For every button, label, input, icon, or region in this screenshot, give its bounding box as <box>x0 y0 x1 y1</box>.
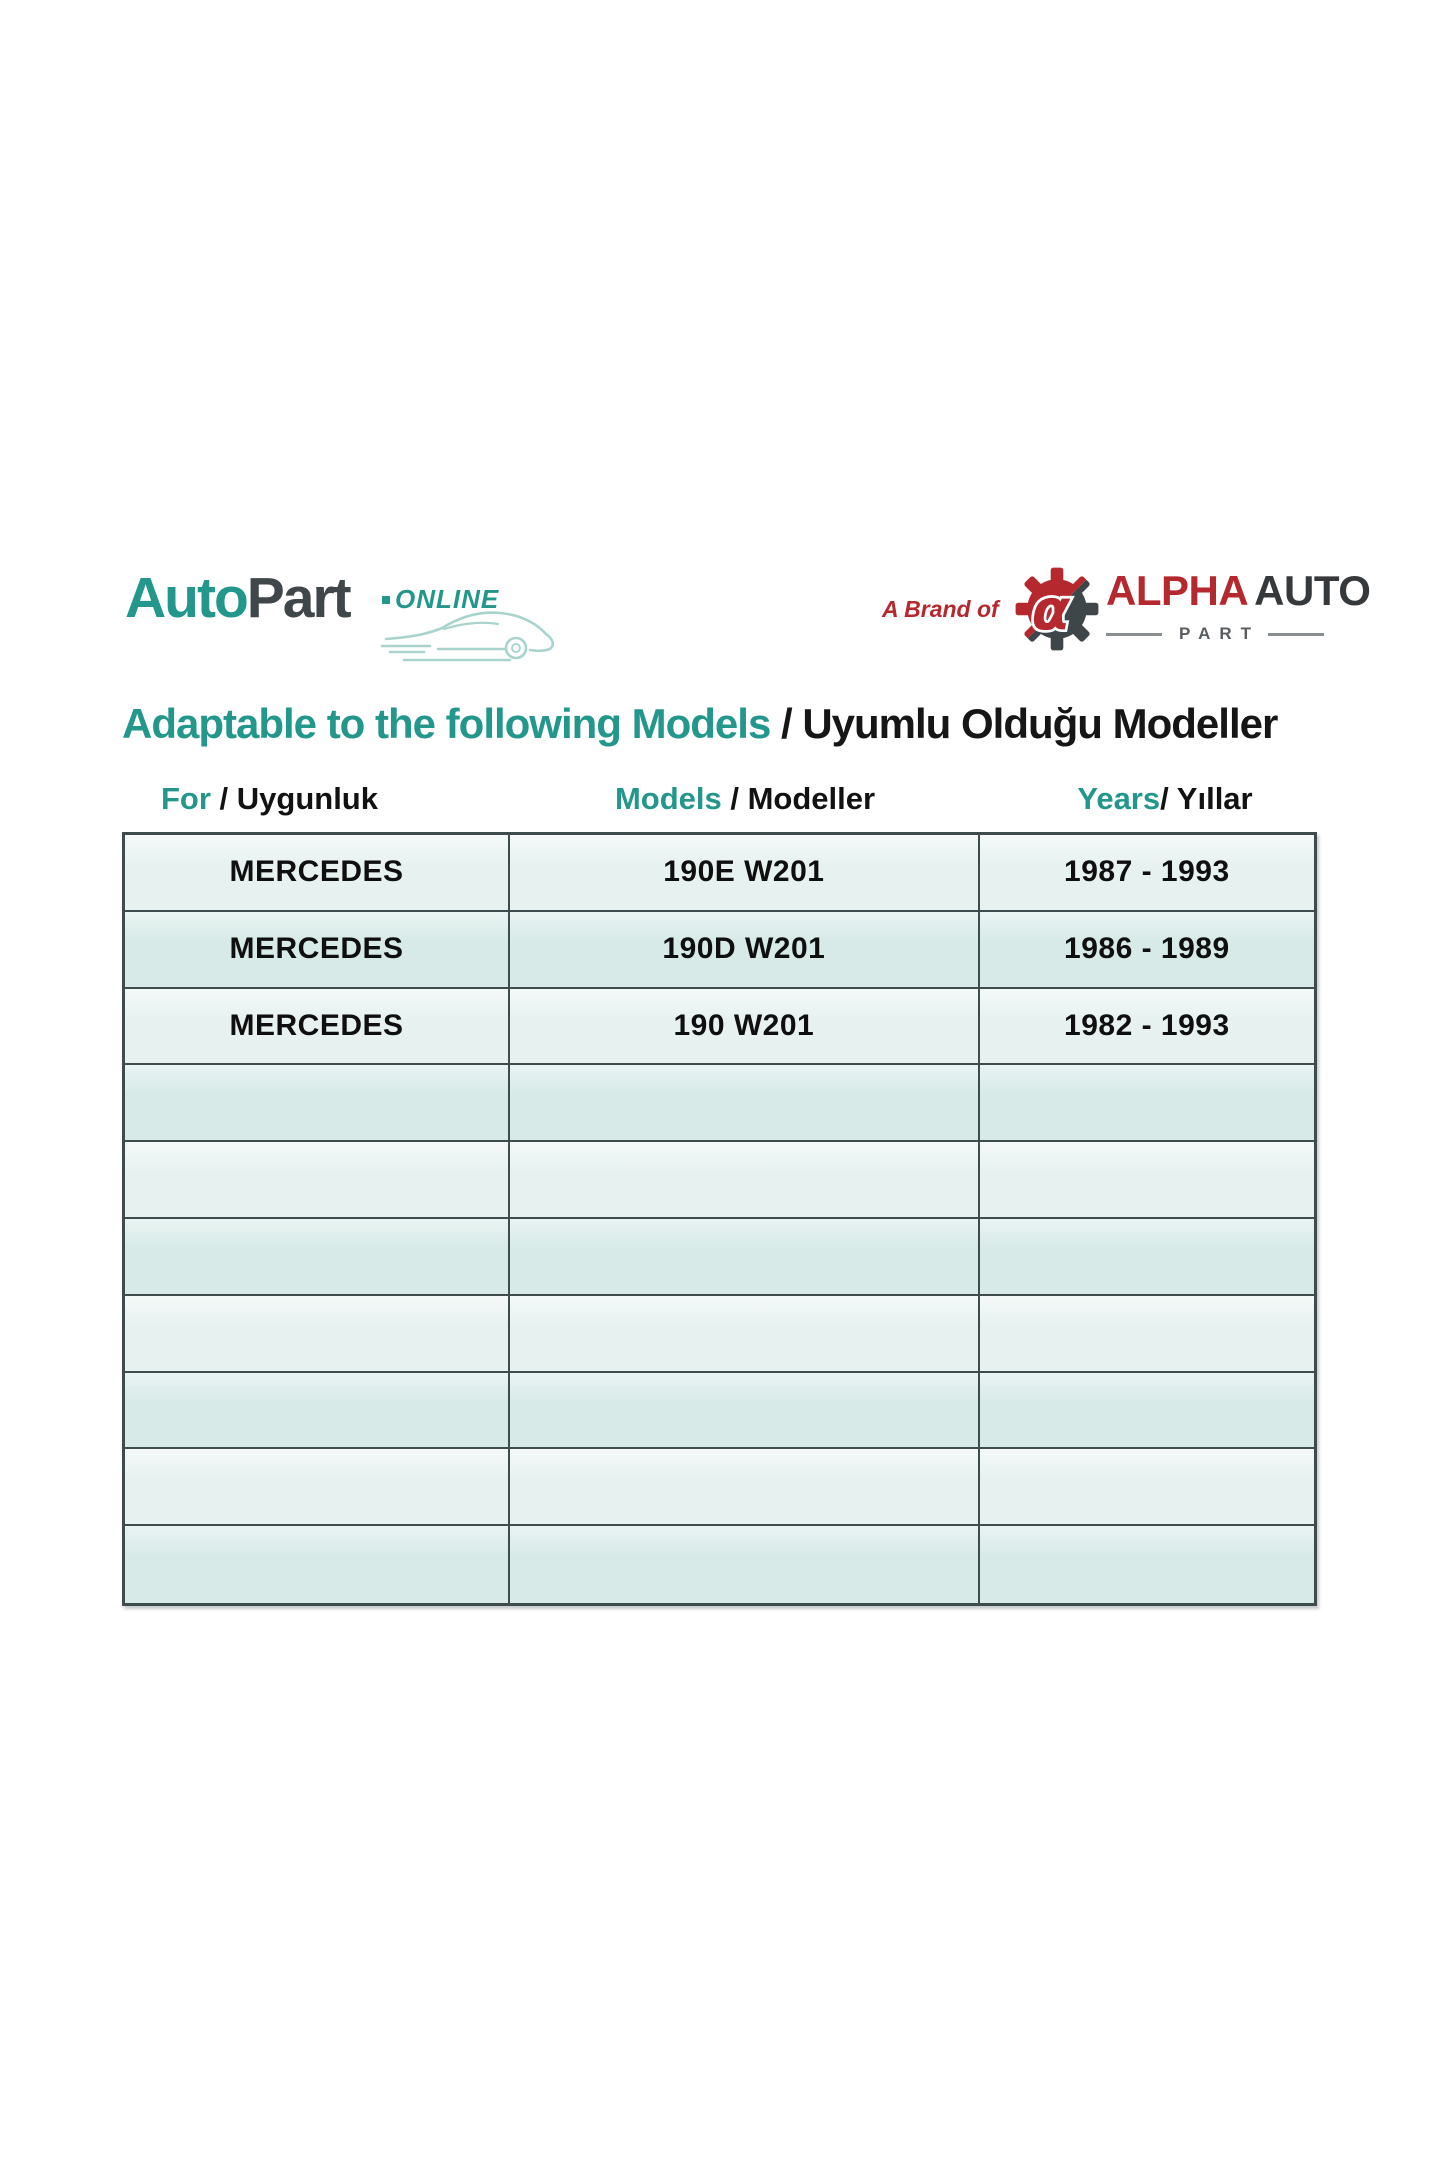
autopart-logo <box>125 560 585 665</box>
autopart-word-accent: Auto <box>125 566 247 630</box>
column-header-for-rest: / Uygunluk <box>210 781 378 816</box>
table-cell-model <box>510 1296 980 1373</box>
column-header-for-accent: For <box>160 781 211 816</box>
table-cell-years: 1986 - 1989 <box>980 912 1314 989</box>
page-title-tr: / Uyumlu Olduğu Modeller <box>770 700 1278 747</box>
car-outline-icon <box>380 604 565 664</box>
column-header-models-accent: Models <box>614 781 722 816</box>
table-cell-model <box>510 1219 980 1296</box>
alpha-part-subtitle <box>1106 624 1324 644</box>
autopart-word-main: Part <box>246 566 350 630</box>
column-header-for <box>76 774 463 824</box>
table-cell-years <box>980 1296 1314 1373</box>
page-title-en: Adaptable to the following Models <box>122 700 771 747</box>
table-cell-for <box>125 1296 510 1373</box>
autopart-wordmark <box>125 566 350 630</box>
table-cell-model: 190E W201 <box>510 835 980 912</box>
fitment-table <box>122 832 1317 1606</box>
alpha-wordmark <box>1106 567 1371 614</box>
table-cell-years <box>980 1449 1314 1526</box>
table-cell-model <box>510 1449 980 1526</box>
table-cell-model <box>510 1526 980 1603</box>
square-dot-icon <box>382 596 390 604</box>
table-cell-years <box>980 1142 1314 1219</box>
page-title <box>122 700 1277 748</box>
table-cell-model: 190D W201 <box>510 912 980 989</box>
table-cell-for: MERCEDES <box>125 912 510 989</box>
alpha-word-accent: ALPHA <box>1106 567 1249 614</box>
table-cell-model <box>510 1065 980 1142</box>
alpha-auto-logo <box>880 560 1371 665</box>
table-cell-for <box>125 1065 510 1142</box>
table-cell-years <box>980 1526 1314 1603</box>
svg-text:α: α <box>1031 577 1071 643</box>
divider-line <box>1106 633 1162 636</box>
column-header-years-rest: / Yıllar <box>1160 781 1253 816</box>
table-cell-model <box>510 1142 980 1219</box>
table-cell-model <box>510 1373 980 1450</box>
table-cell-model: 190 W201 <box>510 989 980 1066</box>
table-cell-for: MERCEDES <box>125 989 510 1066</box>
table-cell-for <box>125 1449 510 1526</box>
column-header-years-accent: Years <box>1077 781 1161 816</box>
table-cell-years <box>980 1219 1314 1296</box>
table-cell-years: 1982 - 1993 <box>980 989 1314 1066</box>
gear-alpha-icon <box>1012 564 1102 654</box>
table-column-headers <box>122 774 1317 824</box>
alpha-word-main: AUTO <box>1254 567 1371 614</box>
table-cell-years <box>980 1373 1314 1450</box>
brand-of-label: A Brand of <box>882 596 999 622</box>
column-header-models-rest: / Modeller <box>721 781 876 816</box>
column-header-years <box>997 774 1333 824</box>
table-cell-years: 1987 - 1993 <box>980 835 1314 912</box>
column-header-models <box>509 774 981 824</box>
table-cell-for <box>125 1219 510 1296</box>
table-cell-years <box>980 1065 1314 1142</box>
part-label: PART <box>1179 624 1261 643</box>
table-cell-for: MERCEDES <box>125 835 510 912</box>
online-label: ONLINE <box>395 584 500 614</box>
table-cell-for <box>125 1142 510 1219</box>
divider-line <box>1268 633 1324 636</box>
table-cell-for <box>125 1526 510 1603</box>
table-cell-for <box>125 1373 510 1450</box>
